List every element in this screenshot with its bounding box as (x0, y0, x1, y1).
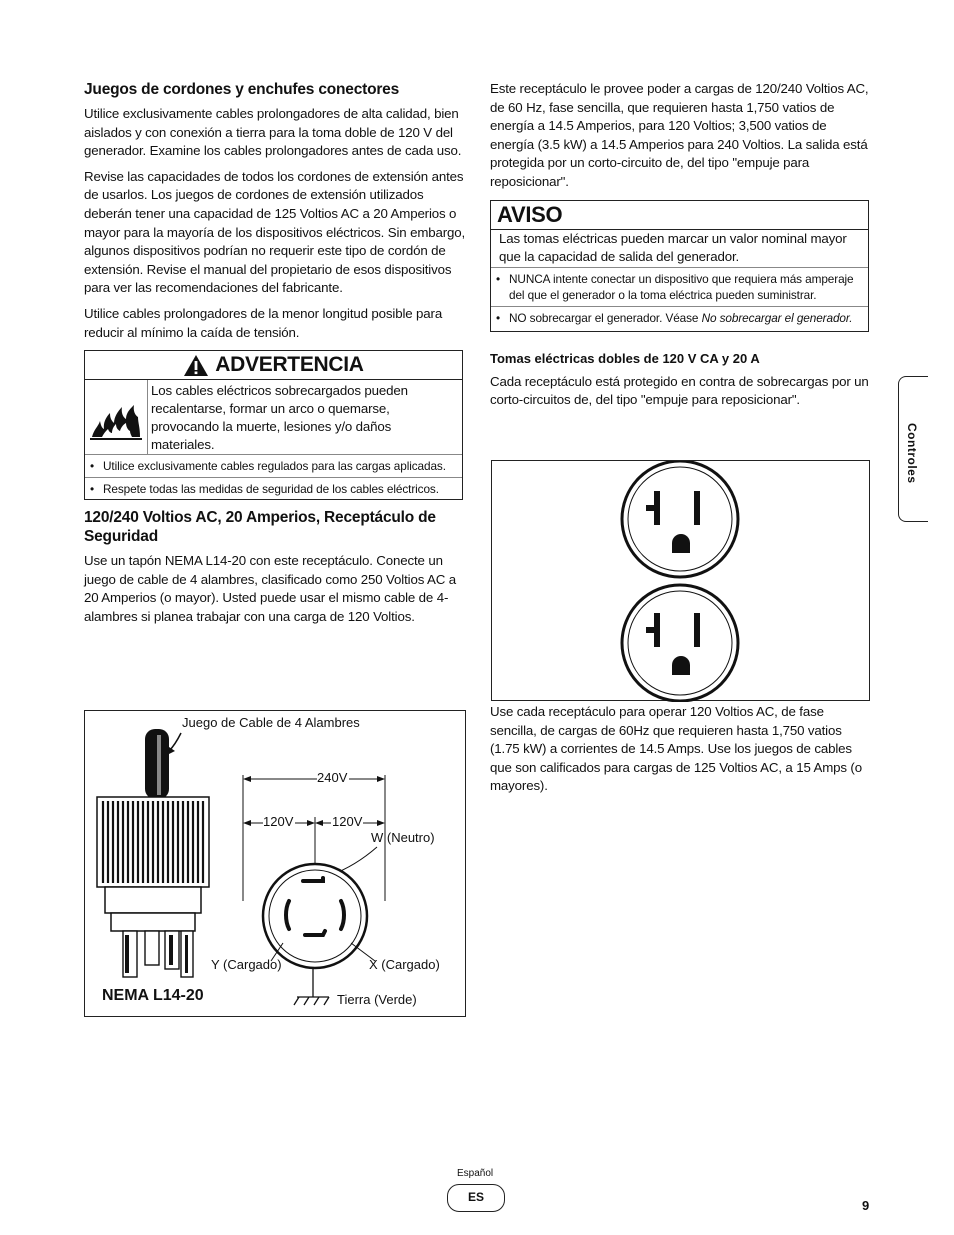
list-item: • Utilice exclusivamente cables regulados para las cargas aplicadas. (85, 454, 462, 477)
footer-language: Español (457, 1168, 494, 1179)
tab-label: Controles (905, 423, 919, 484)
right-column (490, 80, 870, 416)
footer-language-code: ES (447, 1184, 505, 1212)
voltage-120-label: 120V (332, 814, 363, 829)
list-item: • NUNCA intente conectar un dispositivo que requiera más amperaje del que el generador o la toma eléctrica pueden suministrar. (491, 267, 868, 306)
paragraph: Este receptáculo le provee poder a cargas de 120/240 Voltios AC, de 60 Hz, fase sencilla, que requieren hasta 1,750 vatios de energía a 14.5 Amperios, para 120 Voltios; 3,500 vatios de energía (3.5 kW) a 14.5 Amperios para 240 Voltios. La salida está protegida por un corto-circuito de, del tipo "empuje para reposicionar". (490, 81, 869, 189)
paragraph: Utilice exclusivamente cables prolongadores de alta calidad, bien aislados y con conexión a tierra para la toma doble de 120 V del generador. Examine los cables prolongadores antes de cada uso. (84, 106, 462, 159)
notice-box (490, 200, 869, 332)
list-item: • Respete todas las medidas de seguridad de los cables eléctricos. (85, 477, 462, 499)
section-title-receptacle: 120/240 Voltios AC, 20 Amperios, Receptáculo de Seguridad (84, 509, 436, 546)
left-column (84, 80, 466, 631)
notice-bullets (491, 267, 868, 331)
page-number: 9 (862, 1198, 870, 1213)
warning-header (85, 351, 462, 380)
outlet-top (622, 461, 738, 577)
notice-text: Las tomas eléctricas pueden marcar un valor nominal mayor que la capacidad de salida del generador. (499, 230, 847, 264)
duplex-outlet-diagram (491, 460, 870, 701)
warning-title: ADVERTENCIA (215, 353, 364, 377)
warning-text: Los cables eléctricos sobrecargados pueden recalentarse, formar un arco o quemarse, provocando la muerte, lesiones y/o daños materiales. (151, 383, 408, 453)
voltage-120-label: 120V (263, 814, 294, 829)
notice-header: AVISO (491, 201, 868, 230)
outlet-bottom (622, 585, 738, 701)
x-load-label: X (Cargado) (369, 957, 440, 972)
paragraph: Use un tapón NEMA L14-20 con este receptáculo. Conecte un juego de cable de 4 alambres, clasificado como 250 Voltios AC a 20 Amperios (o mayor). Usted puede usar el mismo cable de 4-alambres si planea trabajar con una carga de 120 Voltios. (84, 553, 456, 624)
paragraph: Cada receptáculo está protegido en contra de sobrecargas por un corto-circuitos de, del tipo "empuje para reposicionar". (490, 373, 869, 408)
cross-reference: No sobrecargar el generador. (701, 310, 853, 325)
voltage-240-label: 240V (317, 770, 348, 785)
nema-label: NEMA L14-20 (102, 987, 204, 1004)
subsection-title: Tomas eléctricas dobles de 120 V CA y 20 A (490, 350, 760, 366)
fire-hazard-icon (85, 380, 148, 454)
right-column-bottom (490, 703, 870, 803)
warning-box (84, 350, 463, 500)
paragraph: Use cada receptáculo para operar 120 Voltios AC, de fase sencilla, de cargas de 60Hz que requieren hasta 1,750 vatios (1.75 kW) a corrientes de 14.5 Amps. Use los juegos de cables que son calificados para cargas de 125 Voltios AC, a 15 Amps (o mayores). (490, 704, 862, 794)
section-tab-controls[interactable] (898, 376, 928, 522)
nema-l14-20-diagram (84, 710, 466, 1017)
list-item (491, 306, 868, 331)
y-load-label: Y (Cargado) (211, 957, 282, 972)
cable-label: Juego de Cable de 4 Alambres (182, 715, 360, 730)
paragraph: Revise las capacidades de todos los cordones de extensión antes de usarlos. Los juegos de cordones de extensión utilizados deberán tener una capacidad de 125 Voltios AC a 20 Amperios o mayor para la mayoría de los dispositivos eléctricos. Sin embargo, algunos dispositivos podrían no requerir este tipo de cordón de extensión. Revise el manual del propietario de esos dispositivos para ver las recomendaciones del fabricante. (84, 168, 466, 296)
ground-label: Tierra (Verde) (337, 992, 417, 1007)
neutral-label: W (Neutro) (371, 830, 435, 845)
warning-triangle-icon (183, 354, 209, 377)
paragraph: Utilice cables prolongadores de la menor longitud posible para reducir al mínimo la caída de tensión. (84, 305, 443, 340)
warning-bullets (85, 454, 462, 499)
twist-lock-receptacle (263, 864, 367, 968)
bullet-text: NO sobrecargar el generador. Véase (509, 310, 702, 325)
section-title-cords: Juegos de cordones y enchufes conectores (84, 81, 400, 98)
